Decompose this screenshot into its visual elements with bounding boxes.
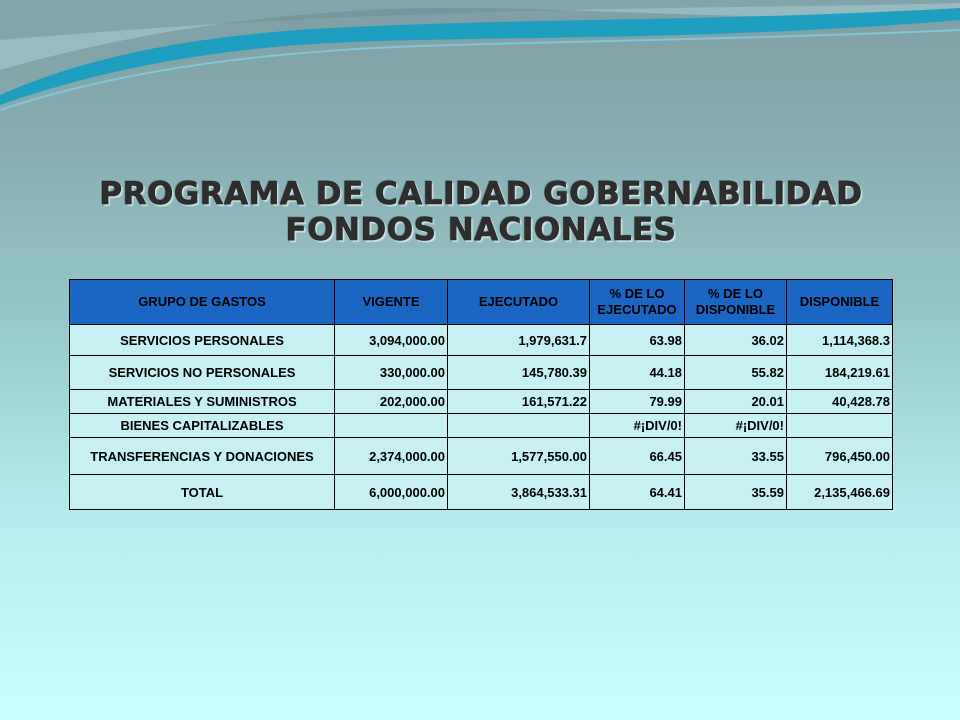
cell-grupo: SERVICIOS NO PERSONALES <box>70 356 335 390</box>
cell-pct-ejecutado: 66.45 <box>590 438 685 475</box>
cell-pct-disponible: 35.59 <box>685 475 787 510</box>
cell-vigente: 6,000,000.00 <box>335 475 448 510</box>
cell-pct-ejecutado: 44.18 <box>590 356 685 390</box>
cell-vigente: 202,000.00 <box>335 390 448 414</box>
cell-vigente <box>335 414 448 438</box>
header-grupo: GRUPO DE GASTOS <box>70 280 335 325</box>
cell-disponible: 796,450.00 <box>787 438 893 475</box>
table-row <box>70 356 893 390</box>
table-row <box>70 390 893 414</box>
cell-pct-ejecutado: 64.41 <box>590 475 685 510</box>
cell-pct-disponible: 55.82 <box>685 356 787 390</box>
cell-grupo: TRANSFERENCIAS Y DONACIONES <box>70 438 335 475</box>
cell-vigente: 330,000.00 <box>335 356 448 390</box>
table-row-total <box>70 475 893 510</box>
header-ejecutado: EJECUTADO <box>448 280 590 325</box>
cell-ejecutado: 1,577,550.00 <box>448 438 590 475</box>
cell-disponible: 184,219.61 <box>787 356 893 390</box>
cell-pct-disponible: 20.01 <box>685 390 787 414</box>
cell-grupo: TOTAL <box>70 475 335 510</box>
cell-pct-disponible: 36.02 <box>685 325 787 356</box>
cell-ejecutado: 161,571.22 <box>448 390 590 414</box>
table-header-row <box>70 280 893 325</box>
header-pct-disponible: % DE LO DISPONIBLE <box>685 280 787 325</box>
wave-thin-line <box>0 30 960 110</box>
header-vigente: VIGENTE <box>335 280 448 325</box>
cell-disponible: 40,428.78 <box>787 390 893 414</box>
cell-ejecutado: 1,979,631.7 <box>448 325 590 356</box>
cell-ejecutado <box>448 414 590 438</box>
cell-vigente: 2,374,000.00 <box>335 438 448 475</box>
table-row <box>70 414 893 438</box>
cell-pct-ejecutado: #¡DIV/0! <box>590 414 685 438</box>
cell-ejecutado: 145,780.39 <box>448 356 590 390</box>
cell-grupo: MATERIALES Y SUMINISTROS <box>70 390 335 414</box>
cell-disponible: 1,114,368.3 <box>787 325 893 356</box>
decorative-waves <box>0 0 960 140</box>
cell-disponible <box>787 414 893 438</box>
cell-grupo: SERVICIOS PERSONALES <box>70 325 335 356</box>
slide-title: PROGRAMA DE CALIDAD GOBERNABILIDAD FONDOS NACIONALES <box>99 176 863 248</box>
table-row <box>70 325 893 356</box>
budget-table <box>69 279 893 510</box>
cell-ejecutado: 3,864,533.31 <box>448 475 590 510</box>
cell-pct-ejecutado: 79.99 <box>590 390 685 414</box>
table-row <box>70 438 893 475</box>
cell-grupo: BIENES CAPITALIZABLES <box>70 414 335 438</box>
cell-vigente: 3,094,000.00 <box>335 325 448 356</box>
header-disponible: DISPONIBLE <box>787 280 893 325</box>
cell-pct-disponible: #¡DIV/0! <box>685 414 787 438</box>
cell-pct-disponible: 33.55 <box>685 438 787 475</box>
cell-disponible: 2,135,466.69 <box>787 475 893 510</box>
cell-pct-ejecutado: 63.98 <box>590 325 685 356</box>
header-pct-ejecutado: % DE LO EJECUTADO <box>590 280 685 325</box>
